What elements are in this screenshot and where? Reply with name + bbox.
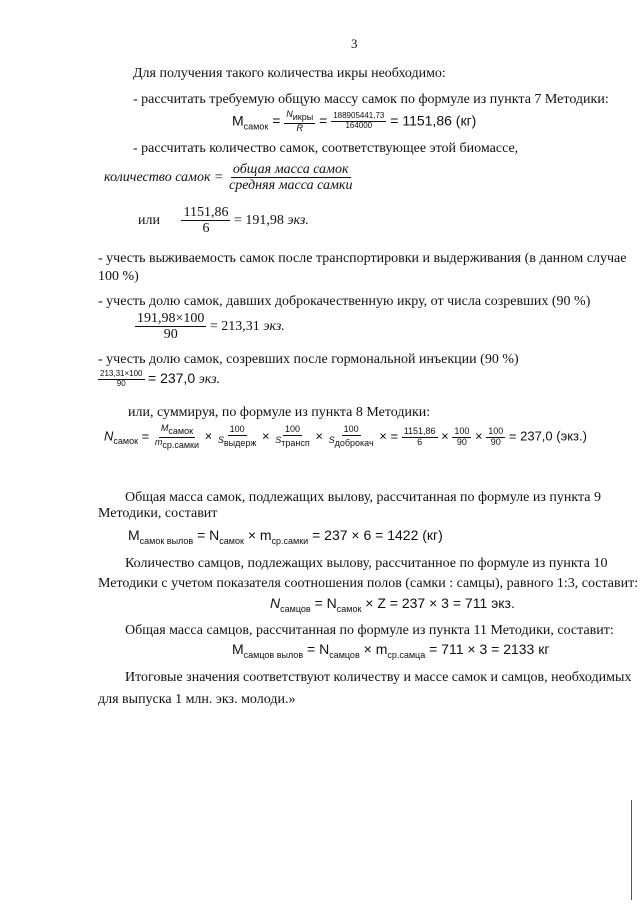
bullet-survival: - учесть выживаемость самок после транспортировки и выдерживания (в данном случае — [98, 251, 627, 266]
formula-summary: $N_{самок}$ = $\frac{M_{самок}}{m_{ср.самки}}$ × $\frac{100}{S_{выдерж}}$ × $\frac{100}{S_{трансп}}$ × $\frac{100}{S_{доброкач}}$ × = $\frac{1151,86}{6}$ × $\frac{100}{90}$ × $\frac{100}{90}$ = 237,0 (экз.) — [104, 423, 587, 450]
paragraph-male-count: Количество самцов, подлежащих вылову, рассчитанное по формуле из пункта 10 — [125, 556, 608, 571]
summary-line: или, суммируя, по формуле из пункта 8 Методики: — [128, 405, 431, 420]
paragraph-female-catch: Общая масса самок, подлежащих вылову, рассчитанная по формуле из пункта 9 — [125, 490, 601, 505]
page-edge-mark — [631, 800, 640, 900]
formula-female-catch-mass: $M_{самок вылов} = N_{самок} \times m_{ср.самки} = 237 \times 6 = 1422$ (кг) — [128, 527, 443, 546]
bullet-survival-cont: 100 %) — [98, 269, 139, 284]
formula-male-count: $N_{самцов} = N_{самок} \times Z = 237 \times 3 = 711$ экз. — [270, 595, 515, 614]
paragraph-final: Итоговые значения соответствуют количеству и массе самок и самцов, необходимых — [125, 670, 632, 685]
paragraph-male-mass: Общая масса самцов, рассчитанная по формуле из пункта 11 Методики, составит: — [125, 623, 614, 638]
bullet-count: - рассчитать количество самок, соответствующее этой биомассе, — [133, 141, 519, 156]
formula-male-mass: $M_{самцов вылов} = N_{самцов} \times m_{ср.самца} = 711 \times 3 = 2133$ кг — [232, 641, 550, 660]
formula-maturation: $\frac{213,31\times 100}{90}$ = 237,0 экз. — [100, 369, 221, 389]
bullet-quality: - учесть долю самок, давших доброкачественную икру, от числа созревших (90 %) — [98, 294, 591, 309]
formula-quality: $\frac{191,98\times 100}{90}$ = 213,31 экз. — [137, 311, 285, 343]
page-number: 3 — [351, 36, 358, 51]
intro-line: Для получения такого количества икры необходимо: — [133, 66, 446, 81]
paragraph-final-cont: для выпуска 1 млн. экз. молоди.» — [98, 692, 296, 707]
paragraph-male-count-cont: Методики с учетом показателя соотношения полов (самки : самцы), равного 1:3, составит: — [98, 576, 639, 591]
bullet-mass: - рассчитать требуемую общую массу самок по формуле из пункта 7 Методики: — [133, 92, 609, 107]
bullet-maturation: - учесть долю самок, созревших после гормональной инъекции (90 %) — [98, 352, 519, 367]
paragraph-female-catch-cont: Методики, составит — [98, 506, 218, 521]
formula-female-mass: $M_{самок}$ = $\frac{N_{икры}}{R}$ = $\frac{188905441,73}{164000}$ = 1151,86 (кг) — [232, 109, 477, 133]
formula-female-count: количество самок = $\frac{\text{общая масса самок}}{\text{средняя масса самки}}$ — [104, 162, 353, 194]
formula-count-value: или $\frac{1151,86}{6}$ = 191,98 экз. — [138, 205, 309, 237]
